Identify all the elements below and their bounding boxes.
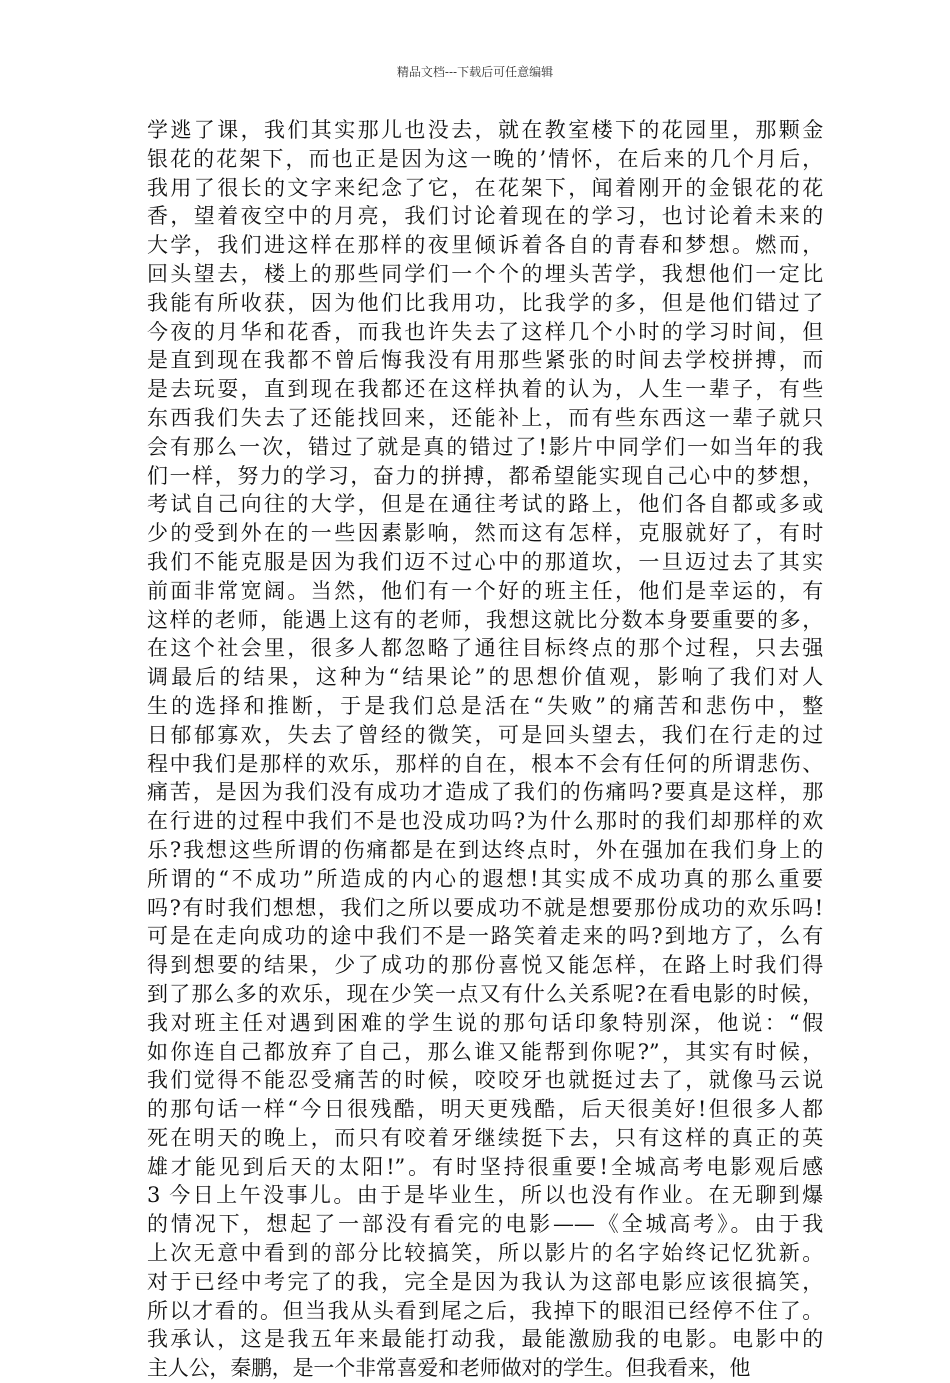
text-line: 所谓的“不成功”所造成的内心的遐想!其实成不成功真的那么重要 [147,866,823,891]
text-line: 东西我们失去了还能找回来，还能补上，而有些东西这一辈子就只 [147,405,823,430]
text-line: 我用了很长的文字来纪念了它，在花架下，闻着刚开的金银花的花 [147,175,823,200]
text-line: 主人公，秦鹏，是一个非常喜爱和老师做对的学生。但我看来，他 [147,1356,751,1381]
text-line: 前面非常宽阔。当然，他们有一个好的班主任，他们是幸运的，有 [147,578,823,603]
text-line: 得到想要的结果，少了成功的那份喜悦又能怎样，在路上时我们得 [147,953,823,978]
text-line: 死在明天的晚上，而只有咬着牙继续挺下去，只有这样的真正的英 [147,1125,823,1150]
text-line: 我们不能克服是因为我们迈不过心中的那道坎，一旦迈过去了其实 [147,549,823,574]
text-line: 今夜的月华和花香，而我也许失去了这样几个小时的学习时间，但 [147,319,823,344]
text-line: 3 今日上午没事儿。由于是毕业生，所以也没有作业。在无聊到爆 [147,1183,823,1208]
text-line: 对于已经中考完了的我，完全是因为我认为这部电影应该很搞笑， [147,1269,823,1294]
text-line: 是直到现在我都不曾后悔我没有用那些紧张的时间去学校拼搏，而 [147,348,823,373]
body-text [147,116,823,1383]
text-line: 香，望着夜空中的月亮，我们讨论着现在的学习，也讨论着未来的 [147,204,823,229]
text-line: 大学，我们进这样在那样的夜里倾诉着各自的青春和梦想。燃而， [147,233,823,258]
text-line: 银花的花架下，而也正是因为这一晚的’情怀，在后来的几个月后， [147,146,823,171]
text-line: 生的选择和推断，于是我们总是活在“失败”的痛苦和悲伤中，整 [147,693,823,718]
text-line: 我能有所收获，因为他们比我用功，比我学的多，但是他们错过了 [147,290,823,315]
text-line: 雄才能见到后天的太阳!”。有时坚持很重要!全城高考电影观后感 [147,1154,823,1179]
text-line: 吗?有时我们想想，我们之所以要成功不就是想要那份成功的欢乐吗! [147,895,823,920]
text-line: 调最后的结果，这种为“结果论”的思想价值观，影响了我们对人 [147,665,823,690]
text-line: 我对班主任对遇到困难的学生说的那句话印象特别深，他说：“假 [147,1010,823,1035]
text-line: 是去玩耍，直到现在我都还在这样执着的认为，人生一辈子，有些 [147,377,823,402]
page-header: 精品文档---下载后可任意编辑 [396,65,554,79]
text-line: 我承认，这是我五年来最能打动我，最能激励我的电影。电影中的 [147,1327,823,1352]
text-line: 如你连自己都放弃了自己，那么谁又能帮到你呢?”，其实有时候， [147,1039,823,1064]
text-line: 的情况下，想起了一部没有看完的电影——《全城高考》。由于我 [147,1212,823,1237]
text-line: 这样的老师，能遇上这有的老师，我想这就比分数本身要重要的多， [147,607,823,632]
text-line: 我们觉得不能忍受痛苦的时候，咬咬牙也就挺过去了，就像马云说 [147,1068,823,1093]
text-line: 们一样，努力的学习，奋力的拼搏，都希望能实现自己心中的梦想， [147,463,823,488]
text-line: 在这个社会里，很多人都忽略了通往目标终点的那个过程，只去强 [147,636,823,661]
text-line: 少的受到外在的一些因素影响，然而这有怎样，克服就好了，有时 [147,521,823,546]
text-line: 的那句话一样“今日很残酷，明天更残酷，后天很美好!但很多人都 [147,1097,823,1122]
text-line: 所以才看的。但当我从头看到尾之后，我掉下的眼泪已经停不住了。 [147,1298,823,1323]
text-line: 上次无意中看到的部分比较搞笑，所以影片的名字始终记忆犹新。 [147,1241,823,1266]
text-line: 到了那么多的欢乐，现在少笑一点又有什么关系呢?在看电影的时候， [147,981,823,1006]
text-line: 乐?我想这些所谓的伤痛都是在到达终点时，外在强加在我们身上的 [147,837,823,862]
text-line: 痛苦，是因为我们没有成功才造成了我们的伤痛吗?要真是这样，那 [147,780,823,805]
text-line: 学逃了课，我们其实那儿也没去，就在教室楼下的花园里，那颗金 [147,118,823,142]
text-line: 程中我们是那样的欢乐，那样的自在，根本不会有任何的所谓悲伤、 [147,751,823,776]
text-line: 回头望去，楼上的那些同学们一个个的埋头苦学，我想他们一定比 [147,261,823,286]
text-line: 会有那么一次，错过了就是真的错过了!影片中同学们一如当年的我 [147,434,823,459]
text-line: 在行进的过程中我们不是也没成功吗?为什么那时的我们却那样的欢 [147,809,823,834]
text-line: 日郁郁寡欢，失去了曾经的微笑，可是回头望去，我们在行走的过 [147,722,823,747]
text-line: 可是在走向成功的途中我们不是一路笑着走来的吗?到地方了，么有 [147,924,823,949]
text-line: 考试自己向往的大学，但是在通往考试的路上，他们各自都或多或 [147,492,823,517]
